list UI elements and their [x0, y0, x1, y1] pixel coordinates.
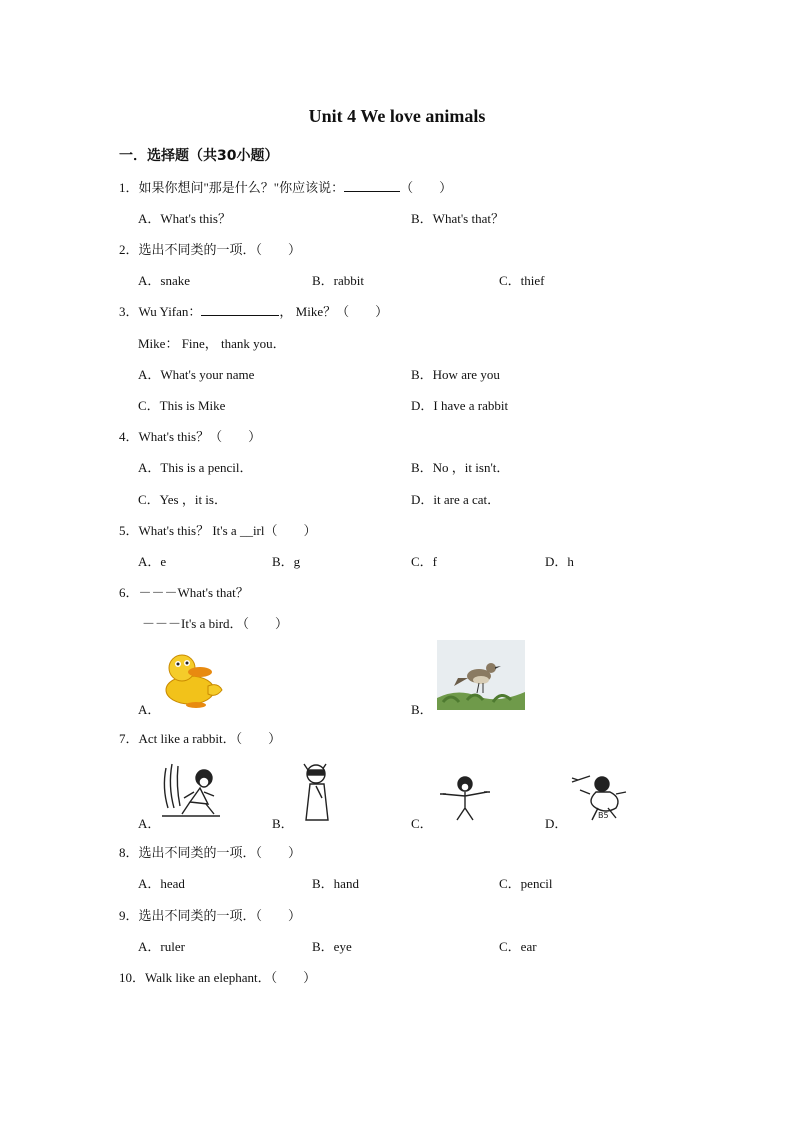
option-1b[interactable]: B．What's that？ [411, 211, 504, 226]
option-7c-label[interactable]: C． [411, 816, 433, 831]
child-dancing-image[interactable] [568, 770, 634, 826]
child-standing-image[interactable] [296, 760, 336, 824]
option-5b[interactable]: B．g [272, 554, 301, 569]
question-5-text: 5．What's this？ It's a __irl（ ） [119, 523, 317, 538]
option-5a[interactable]: A．e [138, 554, 167, 569]
question-9-text: 9．选出不同类的一项．（ ） [119, 908, 302, 923]
option-5d[interactable]: D．h [545, 554, 574, 569]
child-arms-out-image[interactable] [436, 774, 494, 824]
option-7b-label[interactable]: B． [272, 816, 294, 831]
page-title: Unit 4 We love animals [308, 106, 486, 126]
option-3b[interactable]: B．How are you [411, 367, 500, 382]
duck-cartoon-image[interactable] [160, 650, 230, 710]
question-8-text: 8．选出不同类的一项．（ ） [119, 845, 302, 860]
question-3-text: 3．Wu Yifan： [119, 304, 202, 319]
option-6b-label[interactable]: B． [411, 702, 433, 717]
option-2c[interactable]: C．thief [499, 273, 545, 288]
option-4d[interactable]: D．it are a cat． [411, 492, 501, 507]
section-heading: 一．选择题（共30小题） [119, 148, 279, 164]
option-8a[interactable]: A．head [138, 876, 185, 891]
option-3c[interactable]: C．This is Mike [138, 398, 226, 413]
option-8c[interactable]: C．pencil [499, 876, 553, 891]
option-5c[interactable]: C．f [411, 554, 438, 569]
option-2a[interactable]: A．snake [138, 273, 190, 288]
option-4a[interactable]: A．This is a pencil． [138, 460, 253, 475]
option-9a[interactable]: A．ruler [138, 939, 185, 954]
question-6-line2: －－－It's a bird．（ ） [142, 616, 289, 631]
option-4b[interactable]: B．No ，it isn't． [411, 460, 510, 475]
child-crouching-image[interactable] [160, 760, 224, 822]
question-10-text: 10．Walk like an elephant．（ ） [119, 970, 317, 985]
question-6-line1: 6．－－－What's that？ [119, 585, 249, 600]
question-7-text: 7．Act like a rabbit．（ ） [119, 731, 282, 746]
question-1-text: 1．如果你想问"那是什么？"你应该说： [119, 180, 345, 195]
option-7d-label[interactable]: D． [545, 816, 568, 831]
option-9c[interactable]: C．ear [499, 939, 537, 954]
option-7a-label[interactable]: A． [138, 816, 161, 831]
option-1a[interactable]: A．What's this？ [138, 211, 231, 226]
question-3-after: ， Mike？（ ） [279, 304, 389, 319]
option-3a[interactable]: A．What's your name [138, 367, 255, 382]
option-4c[interactable]: C．Yes ，it is． [138, 492, 227, 507]
option-8b[interactable]: B．hand [312, 876, 359, 891]
bird-photo-image[interactable] [437, 640, 525, 710]
option-9b[interactable]: B．eye [312, 939, 352, 954]
svg-text:B5: B5 [598, 811, 609, 820]
option-2b[interactable]: B．rabbit [312, 273, 364, 288]
question-3 [119, 301, 388, 320]
answer-blank[interactable] [201, 303, 279, 316]
question-3-dialog: Mike： Fine， thank you． [138, 336, 286, 351]
option-3d[interactable]: D．I have a rabbit [411, 398, 509, 413]
option-6a-label[interactable]: A． [138, 702, 161, 717]
answer-blank[interactable] [344, 179, 400, 192]
question-4-text: 4．What's this？（ ） [119, 429, 262, 444]
question-1 [119, 177, 452, 196]
question-1-paren: （ ） [400, 180, 453, 195]
question-2-text: 2．选出不同类的一项．（ ） [119, 242, 302, 257]
